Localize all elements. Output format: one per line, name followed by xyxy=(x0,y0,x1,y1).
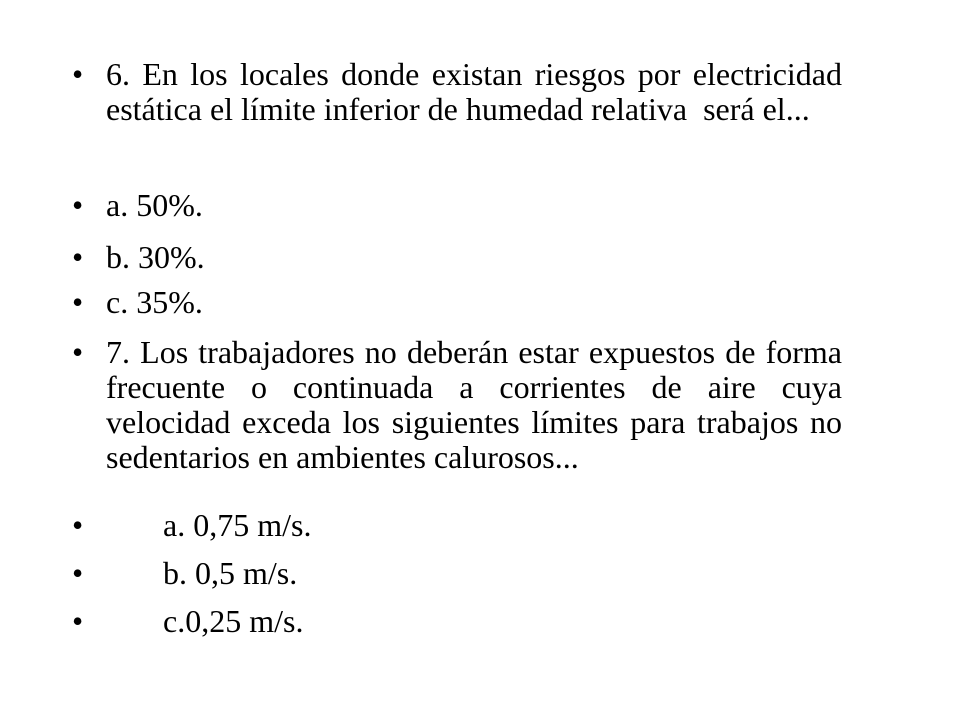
question-7-text: 7. Los trabajadores no deberán estar expuestos de forma frecuente o continuada a corrientes de aire cuya velocidad exceda los siguientes límites para trabajos no sedentarios en ambientes calurosos... xyxy=(106,334,850,475)
question-7-option-b xyxy=(72,556,842,591)
bullet-icon: • xyxy=(72,555,84,591)
option-text: b. 30%. xyxy=(106,239,205,275)
bullet-icon: • xyxy=(72,187,84,223)
option-text: a. 0,75 m/s. xyxy=(163,507,312,543)
bullet-icon: • xyxy=(72,334,84,370)
bullet-icon: • xyxy=(72,239,84,275)
bullet-icon: • xyxy=(72,56,84,92)
question-6 xyxy=(72,56,850,127)
option-text: a. 50%. xyxy=(106,187,203,223)
bullet-icon: • xyxy=(72,603,84,639)
question-6-option-a xyxy=(72,188,842,223)
question-6-option-c xyxy=(72,285,842,320)
option-text: c. 35%. xyxy=(106,284,203,320)
bullet-icon: • xyxy=(72,284,84,320)
question-7-option-c xyxy=(72,604,842,639)
question-6-text: 6. En los locales donde existan riesgos por electricidad estática el límite inferior de humedad relativa será el... xyxy=(106,56,850,127)
option-text: b. 0,5 m/s. xyxy=(163,555,298,591)
option-text: c.0,25 m/s. xyxy=(163,603,304,639)
bullet-icon: • xyxy=(72,507,84,543)
question-7-option-a xyxy=(72,508,842,543)
question-7 xyxy=(72,334,850,475)
question-6-option-b xyxy=(72,240,842,275)
